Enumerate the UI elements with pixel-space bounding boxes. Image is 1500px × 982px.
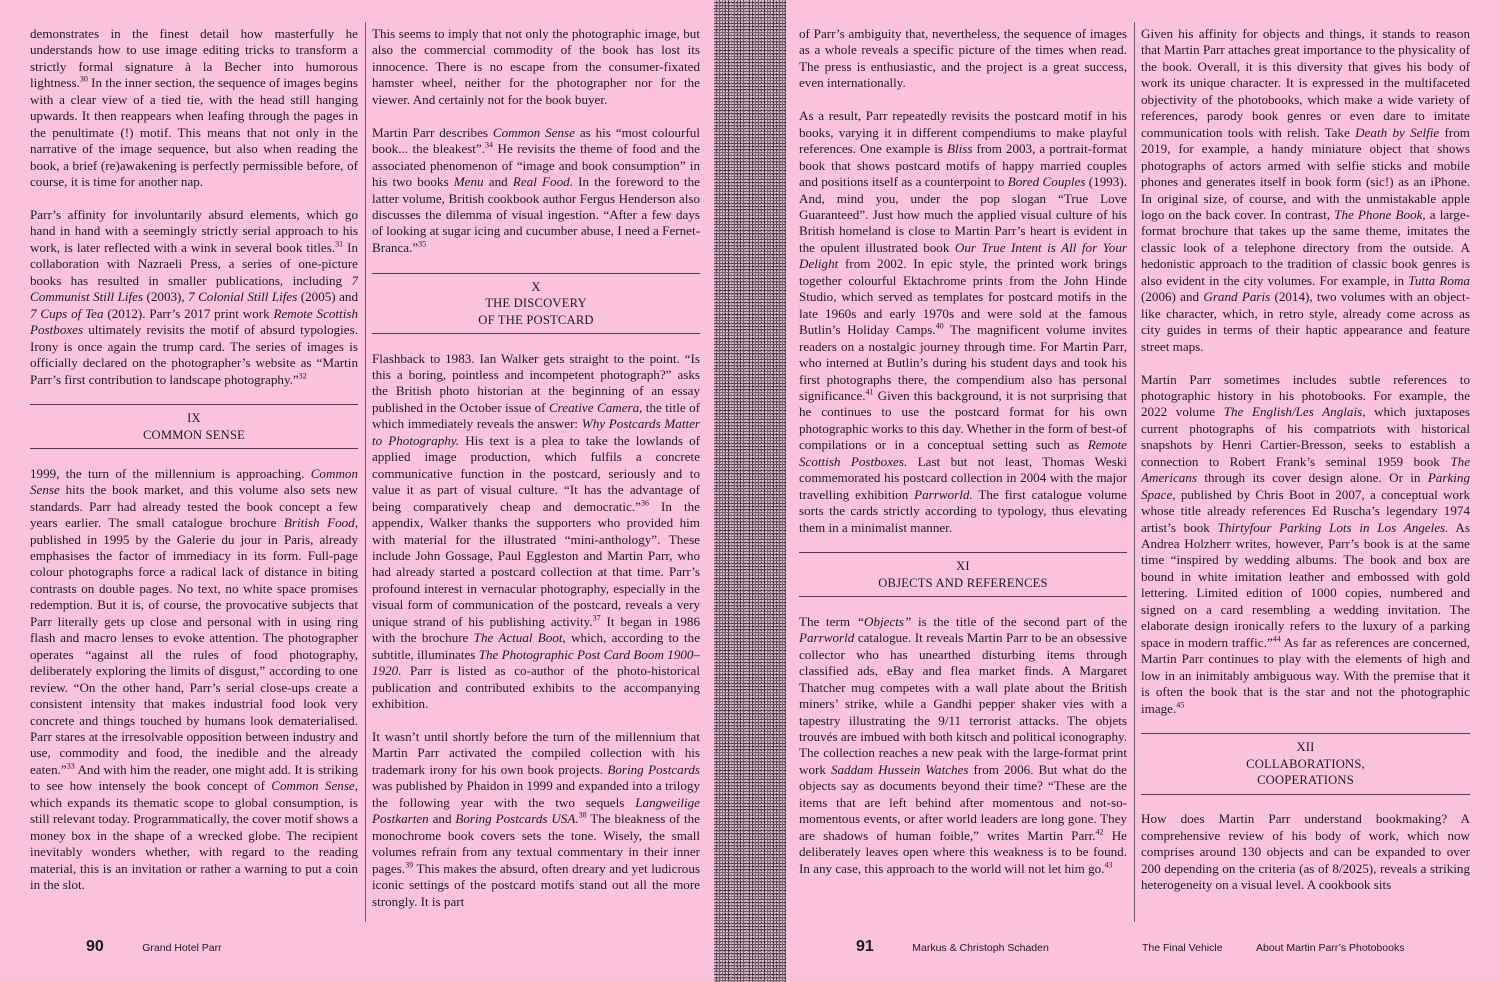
right-folio xyxy=(856,938,1486,956)
section-title-line-1: THE DISCOVERY xyxy=(485,296,587,311)
section-heading-x xyxy=(372,273,700,334)
column-2 xyxy=(372,26,700,926)
running-subtitle: About Martin Parr’s Photobooks xyxy=(1256,942,1405,954)
section-number: X xyxy=(531,279,541,294)
running-title: Grand Hotel Parr xyxy=(142,942,222,954)
paragraph: Given his affinity for objects and things, it stands to reason that Martin Parr attaches great importance to the physicality of the book. Overall, it is this diversity that gives his body of work its unique character. It is expressed in the multifaceted objectivity of the photobooks, which make a wide variety of references, parody book genres or even dare to imitate communication tools with relish. Take Death by Selfie from 2019, for example, a handy miniature object that shows photographs of actors armed with selfie sticks and mobile phones and generates itself in book form (sic!) as an iPhone. In original size, of course, and with the unmistakable apple logo on the back cover. In contrast, The Phone Book, a large-format brochure that takes up the same theme, imitates the classic look of a telephone directory from the outside. A hedonistic approach to the tradition of classic book genres is also evident in the city volumes. For example, in Tutta Roma (2006) and Grand Paris (2014), two volumes with an object-like character, which, in retro style, already come across as city guides in terms of their haptic appearance and feature street maps. xyxy=(1141,26,1470,354)
page-number: 91 xyxy=(856,938,874,955)
section-title-line-2: COOPERATIONS xyxy=(1257,773,1354,788)
running-title: The Final Vehicle xyxy=(1142,942,1223,954)
paragraph: As a result, Parr repeatedly revisits the postcard motif in his books, varying it in different compendiums to make playful references. One example is Bliss from 2003, a portrait-format book that shows postcard motifs of happy married couples and positions itself as a counterpoint to Bored Couples (1993). And, mind you, under the pop slogan “True Love Guaranteed”. Just how much the applied visual culture of his British homeland is close to Martin Parr’s heart is evident in the opulent illustrated book Our True Intent is All for Your Delight from 2002. In epic style, the printed work brings together colourful Ektachrome prints from the John Hinde Studio, which served as templates for postcard motifs in the late 1960s and early 1970s and were sold at the famous Butlin’s Holiday Camps.$^{40}$ The magnificent volume invites readers on a nostalgic journey through time. For Martin Parr, who interned at Butlin’s during his student days and took his first photographs there, the compendium also has personal significance.$^{41}$ Given this background, it is not surprising that he continues to use the postcard format for his own photographic works to this day. Whether in the form of best-of compilations or in a conceptual setting such as Remote Scottish Postboxes. Last but not least, Thomas Weski commemorated his postcard collection in 2004 with the major travelling exhibition Parrworld. The first catalogue volume sorts the cards strictly according to typology, thus elevating them in a minimalist manner. xyxy=(799,108,1127,535)
paragraph: The term “Objects” is the title of the second part of the Parrworld catalogue. It reveals Martin Parr to be an obsessive collector who has unearthed disturbing items through classified ads, eBay and flea market finds. A Margaret Thatcher mug competes with a wall plate about the British miners’ strike, while a Gandhi pepper shaker vies with a tapestry illustrating the 9/11 terrorist attacks. The objets trouvés are imbued with both kitsch and political iconography. The collection reaches a new peak with the large-format print work Saddam Hussein Watches from 2006. But what do the objects say as documents beyond their time? “These are the items that are left behind after momentous and not-so-momentous events, or after world leaders are long gone. They are shadows of human foible,” writes Martin Parr.$^{42}$ He deliberately leaves open where this weakness is to be found. In any case, this approach to the world will not let him go.$^{43}$ xyxy=(799,613,1127,876)
paragraph: Martin Parr describes Common Sense as his “most colourful book... the bleakest”.$^{34}$ He revisits the theme of food and the associated phenomenon of “image and book consumption” in his two books Menu and Real Food. In the foreword to the latter volume, British cookbook author Fergus Henderson also discusses the dilemma of visual ingestion. “After a few days of looking at sugar icing and cucumber abuse, I need a Fernet-Branca.”$^{35}$ xyxy=(372,124,700,255)
paragraph: How does Martin Parr understand bookmaking? A comprehensive review of his body of work, which now comprises around 130 objects and can be expanded to over 200 depending on the criteria (as of 8/2025), reveals a striking heterogeneity on a visual level. A cookbook sits xyxy=(1141,811,1470,893)
section-number: XI xyxy=(956,559,970,574)
paragraph: This seems to imply that not only the photographic image, but also the commercial commodity of the book has lost its innocence. There is no escape from the consumer-fixated hamster wheel, neither for the photographer nor for the viewer. And certainly not for the book buyer. xyxy=(372,26,700,107)
section-heading-xi xyxy=(799,552,1127,597)
paragraph: 1999, the turn of the millennium is approaching. Common Sense hits the book market, and this volume also sets new standards. Parr had already tested the book concept a few years earlier. The small catalogue brochure British Food, published in 1995 by the Galerie du jour in Paris, already emphasises the factor of immediacy in its form. Full-page colour photographs force a radical lack of distance in biting contrasts on double pages. No text, no white space promises redemption. But it is, of course, the provocative subjects that Parr literally gets up close and personal with in using ring flash and macro lenses to evoke attention. The photographer operates “against all the rules of food photography, deliberately exploring the limits of disgust,” according to one review. “On the other hand, Parr’s serial close-ups create a consistent intensity that makes industrial food look very concrete and things touched by humans look dematerialised. Parr stares at the irresolvable opposition between industry and use, commodity and food, the inedible and the already eaten.”$^{33}$ And with him the reader, one might add. It is striking to see how intensely the book concept of Common Sense, which expands its thematic scope to global consumption, is still relevant today. Programmatically, the cover motif shows a money box in the shape of a wrecked globe. The recipient inevitably wonders whether, with regard to the reading material, this is an invitation or rather a warning to put a coin in the slot. xyxy=(30,465,358,893)
section-title-line-2: OF THE POSTCARD xyxy=(478,312,594,327)
column-4 xyxy=(1141,26,1470,926)
paragraph: of Parr’s ambiguity that, nevertheless, the sequence of images as a whole reveals a specific picture of the times when read. The press is enthusiastic, and the project is a great success, even internationally. xyxy=(799,26,1127,91)
page-number: 90 xyxy=(86,938,104,955)
section-title-line-1: COLLABORATIONS, xyxy=(1246,756,1365,771)
section-title: COMMON SENSE xyxy=(142,427,246,442)
right-page xyxy=(786,0,1500,982)
column-3 xyxy=(799,26,1127,926)
book-gutter-noise xyxy=(714,0,786,982)
column-divider xyxy=(365,22,366,922)
paragraph: Parr’s affinity for involuntarily absurd elements, which go hand in hand with a seemingly strictly serial approach to his work, is later reflected with a wink in several book titles.$^{31}$ In collaboration with Nazraeli Press, a series of one-picture books has resulted in smaller publications, including 7 Communist Still Lifes (2003), 7 Colonial Still Lifes (2005) and 7 Cups of Tea (2012). Parr’s 2017 print work Remote Scottish Postboxes ultimately revisits the motif of absurd typologies. Irony is once again the trump card. The series of images is officially declared on the photographer’s website as “Martin Parr’s first contribution to landscape photography.”$^{32}$ xyxy=(30,206,358,387)
running-author: Markus & Christoph Schaden xyxy=(912,942,1049,954)
left-page xyxy=(0,0,714,982)
paragraph: Flashback to 1983. Ian Walker gets straight to the point. “Is this a boring, pointless and incompetent photograph?” asks the British photo historian at the beginning of an essay published in the October issue of Creative Camera, the title of which immediately reveals the answer: Why Postcards Matter to Photography. His text is a plea to take the lowlands of applied image production, which fulfils a concrete communicative function in the postcard, seriously and to value it as part of visual culture. “It has the advantage of being comparatively cheap and democratic.”$^{36}$ In the appendix, Walker thanks the supporters who provided him with material for the illustrated “mini-anthology”. These include John Gossage, Paul Eggleston and Martin Parr, who had already started a postcard collection at that time. Parr’s profound interest in vernacular photography, especially in the visual form of communication of the postcard, reveals a very unique strand of his publishing activity.$^{37}$ It began in 1986 with the brochure The Actual Boot, which, according to the subtitle, illuminates The Photographic Post Card Boom 1900–1920. Parr is listed as co-author of the photo-historical publication and contributed exhibits to the accompanying exhibition. xyxy=(372,350,700,712)
column-divider xyxy=(1134,22,1135,922)
left-folio xyxy=(86,938,222,956)
column-1 xyxy=(30,26,358,926)
paragraph: demonstrates in the finest detail how masterfully he understands how to use image editing tricks to transform a strictly formal signature à la Becher into humorous lightness.$^{30}$ In the inner section, the sequence of images begins with a clear view of a tied tie, with the head still hanging upwards. It then reappears when leafing through the pages in the penultimate (!) motif. This means that not only in the narrative of the image sequence, but also when reading the book, a brief (re)awakening is perfectly permissible before, of course, it is time for another nap. xyxy=(30,26,358,190)
paragraph: Martin Parr sometimes includes subtle references to photographic history in his photobooks. For example, the 2022 volume The English/Les Anglais, which juxtaposes current photographs of his compatriots with historical snapshots by Henri Cartier-Bresson, seeks to establish a connection to Robert Frank’s seminal 1959 book The Americans through its cover design alone. Or in Parking Space, published by Chris Boot in 2007, a conceptual work whose title already references Ed Ruscha’s legendary 1974 artist’s book Thirtyfour Parking Lots in Los Angeles. As Andrea Holzherr writes, however, Parr’s book is at the same time “inspired by wedding albums. The book and box are bound in white imitation leather and embossed with gold lettering. Limited edition of 1000 copies, numbered and signed on a card resembling a wedding invitation. The elaborate design ironically refers to the luxury of a parking space in modern traffic.”$^{44}$ As far as references are concerned, Martin Parr continues to play with the elements of high and low in an inimitably ambiguous way. With the premise that it is often the book that is the star and not the photographic image.$^{45}$ xyxy=(1141,371,1470,716)
paragraph: It wasn’t until shortly before the turn of the millennium that Martin Parr activated the compiled collection with his trademark irony for his own book projects. Boring Postcards was published by Phaidon in 1999 and expanded into a trilogy the following year with the two sequels Langweilige Postkarten and Boring Postcards USA.$^{38}$ The bleakness of the monochrome book covers sets the tone. Wisely, the small volumes refrain from any textual commentary in their inner pages.$^{39}$ This makes the absurd, often dreary and yet ludicrous iconic settings of the postcard motifs stand out all the more strongly. It is part xyxy=(372,728,700,909)
section-number: XII xyxy=(1296,740,1315,755)
section-title: OBJECTS AND REFERENCES xyxy=(878,575,1048,590)
section-heading-ix xyxy=(30,404,358,449)
section-heading-xii xyxy=(1141,733,1470,794)
section-number: IX xyxy=(187,411,201,426)
